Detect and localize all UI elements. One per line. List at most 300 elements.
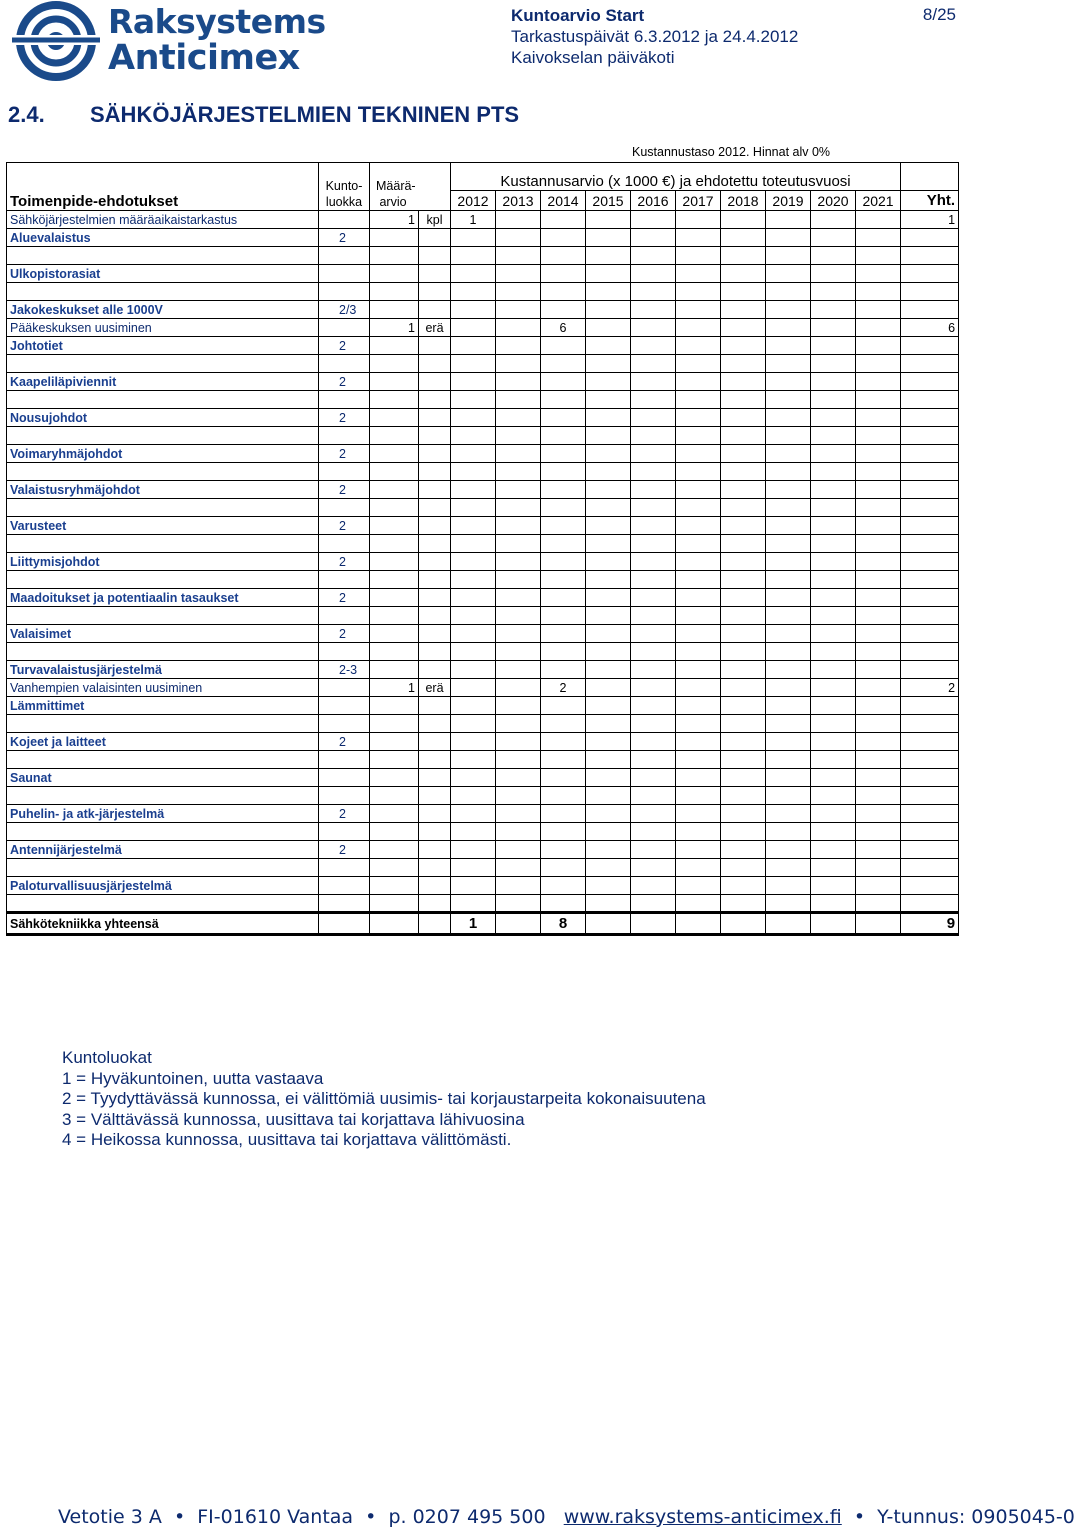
row-year-value: [586, 337, 631, 355]
row-year-value: [586, 319, 631, 337]
row-year-value: [721, 247, 766, 265]
row-year-value: [856, 859, 901, 877]
row-year-value: [721, 301, 766, 319]
row-year-value: [541, 391, 586, 409]
document-header: [511, 5, 798, 68]
row-year-value: [811, 247, 856, 265]
row-year-value: [721, 769, 766, 787]
row-name: Kojeet ja laitteet: [7, 733, 319, 751]
footer-phone: p. 0207 495 500: [388, 1506, 546, 1528]
row-year-value: [811, 463, 856, 481]
row-year-value: [856, 211, 901, 229]
row-year-value: [856, 751, 901, 769]
row-year-value: [676, 715, 721, 733]
row-year-value: [721, 697, 766, 715]
row-kuntoluokka: [319, 643, 370, 661]
row-year-value: [811, 517, 856, 535]
row-year-value: [721, 787, 766, 805]
row-year-value: [811, 211, 856, 229]
cost-header: Kustannusarvio (x 1000 €) ja ehdotettu toteutusvuosi: [451, 163, 901, 191]
row-kuntoluokka: [319, 895, 370, 913]
row-year-value: [811, 661, 856, 679]
row-year-value: [811, 751, 856, 769]
row-year-value: [586, 661, 631, 679]
row-unit: [419, 463, 451, 481]
table-row: [7, 841, 959, 859]
row-year-value: [811, 391, 856, 409]
row-year-value: [856, 805, 901, 823]
row-year-value: [631, 625, 676, 643]
row-year-value: [541, 463, 586, 481]
row-year-value: [541, 877, 586, 895]
row-year-value: [631, 337, 676, 355]
row-year-value: [541, 571, 586, 589]
row-name: Pääkeskuksen uusiminen: [7, 319, 319, 337]
row-qty: [370, 427, 419, 445]
row-year-value: [676, 787, 721, 805]
row-total: [901, 787, 959, 805]
row-year-value: [811, 283, 856, 301]
row-year-value: [856, 625, 901, 643]
row-year-value: [496, 787, 541, 805]
row-year-value: [451, 733, 496, 751]
row-year-value: [811, 535, 856, 553]
row-kuntoluokka: [319, 211, 370, 229]
row-year-value: [451, 337, 496, 355]
row-unit: erä: [419, 319, 451, 337]
row-year-value: [766, 427, 811, 445]
row-year-value: [631, 607, 676, 625]
row-kuntoluokka: 2: [319, 805, 370, 823]
row-year-value: [496, 733, 541, 751]
row-kuntoluokka: 2: [319, 409, 370, 427]
table-row: [7, 697, 959, 715]
row-year-value: [586, 859, 631, 877]
row-year-value: [586, 463, 631, 481]
total-header-top: [901, 163, 959, 191]
row-kuntoluokka: [319, 877, 370, 895]
row-year-value: [721, 841, 766, 859]
row-unit: [419, 373, 451, 391]
row-year-value: [631, 697, 676, 715]
row-name: [7, 391, 319, 409]
row-qty: [370, 373, 419, 391]
row-year-value: [811, 715, 856, 733]
row-qty: [370, 625, 419, 643]
row-year-value: [766, 715, 811, 733]
row-year-value: [856, 499, 901, 517]
row-unit: [419, 409, 451, 427]
row-year-value: [811, 427, 856, 445]
row-year-value: [811, 373, 856, 391]
row-year-value: [676, 643, 721, 661]
section-title: SÄHKÖJÄRJESTELMIEN TEKNINEN PTS: [90, 102, 520, 127]
row-year-value: [496, 805, 541, 823]
row-unit: [419, 589, 451, 607]
section-heading: [8, 102, 519, 128]
row-kuntoluokka: [319, 751, 370, 769]
row-year-value: [541, 769, 586, 787]
row-kuntoluokka: [319, 499, 370, 517]
row-kuntoluokka: 2: [319, 337, 370, 355]
row-year-value: [451, 499, 496, 517]
row-year-value: [766, 553, 811, 571]
total-row-empty: [319, 913, 370, 935]
row-year-value: [721, 265, 766, 283]
row-year-value: [496, 607, 541, 625]
table-row: [7, 301, 959, 319]
row-year-value: [541, 301, 586, 319]
total-year-value: [676, 913, 721, 935]
row-year-value: [451, 445, 496, 463]
row-year-value: [586, 355, 631, 373]
row-year-value: [676, 463, 721, 481]
table-row: [7, 355, 959, 373]
row-name: Antennijärjestelmä: [7, 841, 319, 859]
row-year-value: [676, 391, 721, 409]
row-year-value: [541, 589, 586, 607]
row-year-value: [451, 643, 496, 661]
row-year-value: [496, 679, 541, 697]
row-total: [901, 643, 959, 661]
row-year-value: [541, 823, 586, 841]
total-row-total: 9: [901, 913, 959, 935]
row-year-value: [721, 427, 766, 445]
row-year-value: [631, 409, 676, 427]
row-kuntoluokka: 2: [319, 481, 370, 499]
row-year-value: [856, 535, 901, 553]
row-year-value: [631, 391, 676, 409]
row-total: [901, 355, 959, 373]
row-year-value: [541, 607, 586, 625]
row-year-value: [721, 859, 766, 877]
footer-web-link[interactable]: www.raksystems-anticimex.fi: [563, 1506, 842, 1528]
row-year-value: [631, 715, 676, 733]
row-year-value: [721, 643, 766, 661]
table-row: [7, 715, 959, 733]
row-qty: [370, 283, 419, 301]
row-year-value: [631, 895, 676, 913]
row-year-value: [451, 769, 496, 787]
row-year-value: [496, 895, 541, 913]
row-name: Ulkopistorasiat: [7, 265, 319, 283]
row-total: [901, 553, 959, 571]
row-qty: [370, 535, 419, 553]
row-year-value: [856, 229, 901, 247]
row-year-value: [631, 427, 676, 445]
row-unit: [419, 733, 451, 751]
row-name: Varusteet: [7, 517, 319, 535]
header-title: Kuntoarvio Start: [511, 6, 645, 25]
row-year-value: [451, 877, 496, 895]
total-row-name: Sähkötekniikka yhteensä: [7, 913, 319, 935]
row-total: [901, 535, 959, 553]
row-unit: [419, 697, 451, 715]
legend: [62, 1048, 706, 1151]
table-row: [7, 625, 959, 643]
row-year-value: [451, 715, 496, 733]
row-name: Kaapeliläpiviennit: [7, 373, 319, 391]
row-year-value: [811, 859, 856, 877]
row-year-value: [811, 337, 856, 355]
row-year-value: [676, 481, 721, 499]
row-kuntoluokka: 2/3: [319, 301, 370, 319]
row-year-value: [721, 733, 766, 751]
row-kuntoluokka: [319, 823, 370, 841]
row-year-value: [811, 589, 856, 607]
row-year-value: [766, 625, 811, 643]
row-year-value: [811, 229, 856, 247]
row-year-value: [766, 823, 811, 841]
row-unit: [419, 535, 451, 553]
total-year-value: [586, 913, 631, 935]
row-year-value: [586, 571, 631, 589]
row-qty: [370, 751, 419, 769]
row-year-value: [451, 301, 496, 319]
row-total: [901, 337, 959, 355]
row-total: [901, 895, 959, 913]
row-unit: [419, 571, 451, 589]
row-name: Maadoitukset ja potentiaalin tasaukset: [7, 589, 319, 607]
footer-address: Vetotie 3 A: [58, 1506, 162, 1528]
row-year-value: [541, 643, 586, 661]
row-year-value: [676, 265, 721, 283]
table-row: [7, 679, 959, 697]
table-row: [7, 535, 959, 553]
row-year-value: [586, 751, 631, 769]
row-year-value: [586, 409, 631, 427]
company-logo: [8, 2, 326, 80]
row-year-value: [856, 463, 901, 481]
row-year-value: [496, 409, 541, 427]
row-year-value: [496, 301, 541, 319]
row-total: [901, 769, 959, 787]
header-dates: Tarkastuspäivät 6.3.2012 ja 24.4.2012: [511, 27, 799, 46]
row-year-value: [631, 535, 676, 553]
row-year-value: [766, 463, 811, 481]
row-name: Turvavalaistusjärjestelmä: [7, 661, 319, 679]
row-name: Valaistusryhmäjohdot: [7, 481, 319, 499]
row-year-value: [856, 679, 901, 697]
row-year-value: [586, 445, 631, 463]
row-total: [901, 661, 959, 679]
year-header: 2013: [496, 191, 541, 211]
page-footer: Vetotie 3 A • FI-01610 Vantaa • p. 0207 495 500 www.raksystems-anticimex.fi • Y-tunnus: 0905045-0: [58, 1506, 1075, 1528]
row-year-value: [496, 769, 541, 787]
row-year-value: [721, 805, 766, 823]
row-year-value: [676, 769, 721, 787]
row-kuntoluokka: [319, 535, 370, 553]
row-year-value: [856, 283, 901, 301]
total-year-value: [766, 913, 811, 935]
row-unit: [419, 301, 451, 319]
row-year-value: [496, 391, 541, 409]
table-row: [7, 481, 959, 499]
row-total: [901, 265, 959, 283]
row-year-value: [451, 391, 496, 409]
table-row: [7, 211, 959, 229]
row-total: [901, 751, 959, 769]
row-qty: [370, 733, 419, 751]
year-header: 2017: [676, 191, 721, 211]
col-maara: Määrä- arvio: [370, 163, 451, 211]
row-year-value: [856, 607, 901, 625]
row-year-value: [451, 697, 496, 715]
row-year-value: [496, 625, 541, 643]
row-year-value: [541, 517, 586, 535]
row-total: [901, 733, 959, 751]
row-year-value: [451, 553, 496, 571]
row-year-value: [676, 859, 721, 877]
row-year-value: [586, 715, 631, 733]
row-year-value: [766, 661, 811, 679]
row-year-value: [541, 535, 586, 553]
row-year-value: [856, 553, 901, 571]
row-kuntoluokka: [319, 265, 370, 283]
row-year-value: [586, 877, 631, 895]
row-kuntoluokka: 2-3: [319, 661, 370, 679]
row-year-value: [541, 211, 586, 229]
row-year-value: [721, 625, 766, 643]
table-row: [7, 337, 959, 355]
row-year-value: [676, 229, 721, 247]
row-year-value: [631, 805, 676, 823]
row-year-value: [766, 211, 811, 229]
row-year-value: [856, 823, 901, 841]
row-year-value: [811, 697, 856, 715]
row-name: Lämmittimet: [7, 697, 319, 715]
row-year-value: [631, 445, 676, 463]
row-year-value: [451, 229, 496, 247]
row-year-value: [676, 445, 721, 463]
col-kunto: Kunto- luokka: [319, 163, 370, 211]
row-name: [7, 895, 319, 913]
row-year-value: [586, 841, 631, 859]
row-year-value: [496, 877, 541, 895]
row-year-value: [766, 877, 811, 895]
row-kuntoluokka: 2: [319, 445, 370, 463]
row-year-value: [721, 445, 766, 463]
row-qty: [370, 463, 419, 481]
row-total: [901, 499, 959, 517]
row-year-value: [721, 877, 766, 895]
row-year-value: [451, 661, 496, 679]
row-year-value: [766, 247, 811, 265]
row-year-value: [586, 283, 631, 301]
row-total: [901, 229, 959, 247]
row-year-value: [541, 697, 586, 715]
row-year-value: [541, 265, 586, 283]
logo-mark-icon: [8, 2, 104, 80]
row-name: [7, 283, 319, 301]
row-year-value: [811, 319, 856, 337]
row-qty: [370, 391, 419, 409]
row-kuntoluokka: [319, 859, 370, 877]
table-row: [7, 751, 959, 769]
row-year-value: [721, 751, 766, 769]
row-year-value: [676, 247, 721, 265]
row-unit: [419, 769, 451, 787]
row-year-value: [856, 733, 901, 751]
row-year-value: [586, 211, 631, 229]
legend-item: 4 = Heikossa kunnossa, uusittava tai korjattava välittömästi.: [62, 1130, 512, 1150]
row-year-value: [631, 769, 676, 787]
row-kuntoluokka: [319, 787, 370, 805]
row-year-value: [721, 679, 766, 697]
row-unit: [419, 805, 451, 823]
row-unit: [419, 751, 451, 769]
row-year-value: [856, 895, 901, 913]
row-unit: erä: [419, 679, 451, 697]
row-year-value: [676, 607, 721, 625]
row-year-value: [856, 391, 901, 409]
row-name: Valaisimet: [7, 625, 319, 643]
row-name: [7, 643, 319, 661]
row-year-value: [631, 373, 676, 391]
row-total: [901, 571, 959, 589]
table-row: [7, 787, 959, 805]
year-header: 2014: [541, 191, 586, 211]
row-year-value: [766, 373, 811, 391]
row-year-value: [766, 337, 811, 355]
row-year-value: [856, 373, 901, 391]
row-year-value: [496, 211, 541, 229]
row-year-value: [451, 355, 496, 373]
row-year-value: [451, 283, 496, 301]
row-unit: [419, 427, 451, 445]
row-year-value: [676, 841, 721, 859]
row-year-value: [586, 643, 631, 661]
table-row: [7, 265, 959, 283]
row-qty: [370, 355, 419, 373]
row-year-value: [586, 625, 631, 643]
row-year-value: [586, 373, 631, 391]
table-row: [7, 805, 959, 823]
row-qty: [370, 859, 419, 877]
row-year-value: [721, 229, 766, 247]
row-unit: [419, 625, 451, 643]
row-year-value: [496, 697, 541, 715]
row-total: [901, 301, 959, 319]
row-year-value: [451, 859, 496, 877]
row-year-value: [766, 751, 811, 769]
row-year-value: [451, 535, 496, 553]
row-year-value: [541, 625, 586, 643]
row-year-value: [586, 805, 631, 823]
row-year-value: [451, 679, 496, 697]
row-year-value: [676, 697, 721, 715]
row-year-value: [721, 211, 766, 229]
row-year-value: [721, 571, 766, 589]
total-year-value: [856, 913, 901, 935]
row-name: [7, 823, 319, 841]
row-year-value: [856, 715, 901, 733]
row-name: [7, 463, 319, 481]
table-row: [7, 373, 959, 391]
cost-level-note: Kustannustaso 2012. Hinnat alv 0%: [632, 145, 831, 159]
year-header: 2018: [721, 191, 766, 211]
row-year-value: [631, 517, 676, 535]
row-kuntoluokka: [319, 283, 370, 301]
row-year-value: [631, 733, 676, 751]
year-header: 2020: [811, 191, 856, 211]
row-year-value: [586, 895, 631, 913]
row-qty: [370, 895, 419, 913]
row-year-value: [721, 481, 766, 499]
row-year-value: [766, 859, 811, 877]
row-year-value: [451, 517, 496, 535]
row-unit: [419, 445, 451, 463]
